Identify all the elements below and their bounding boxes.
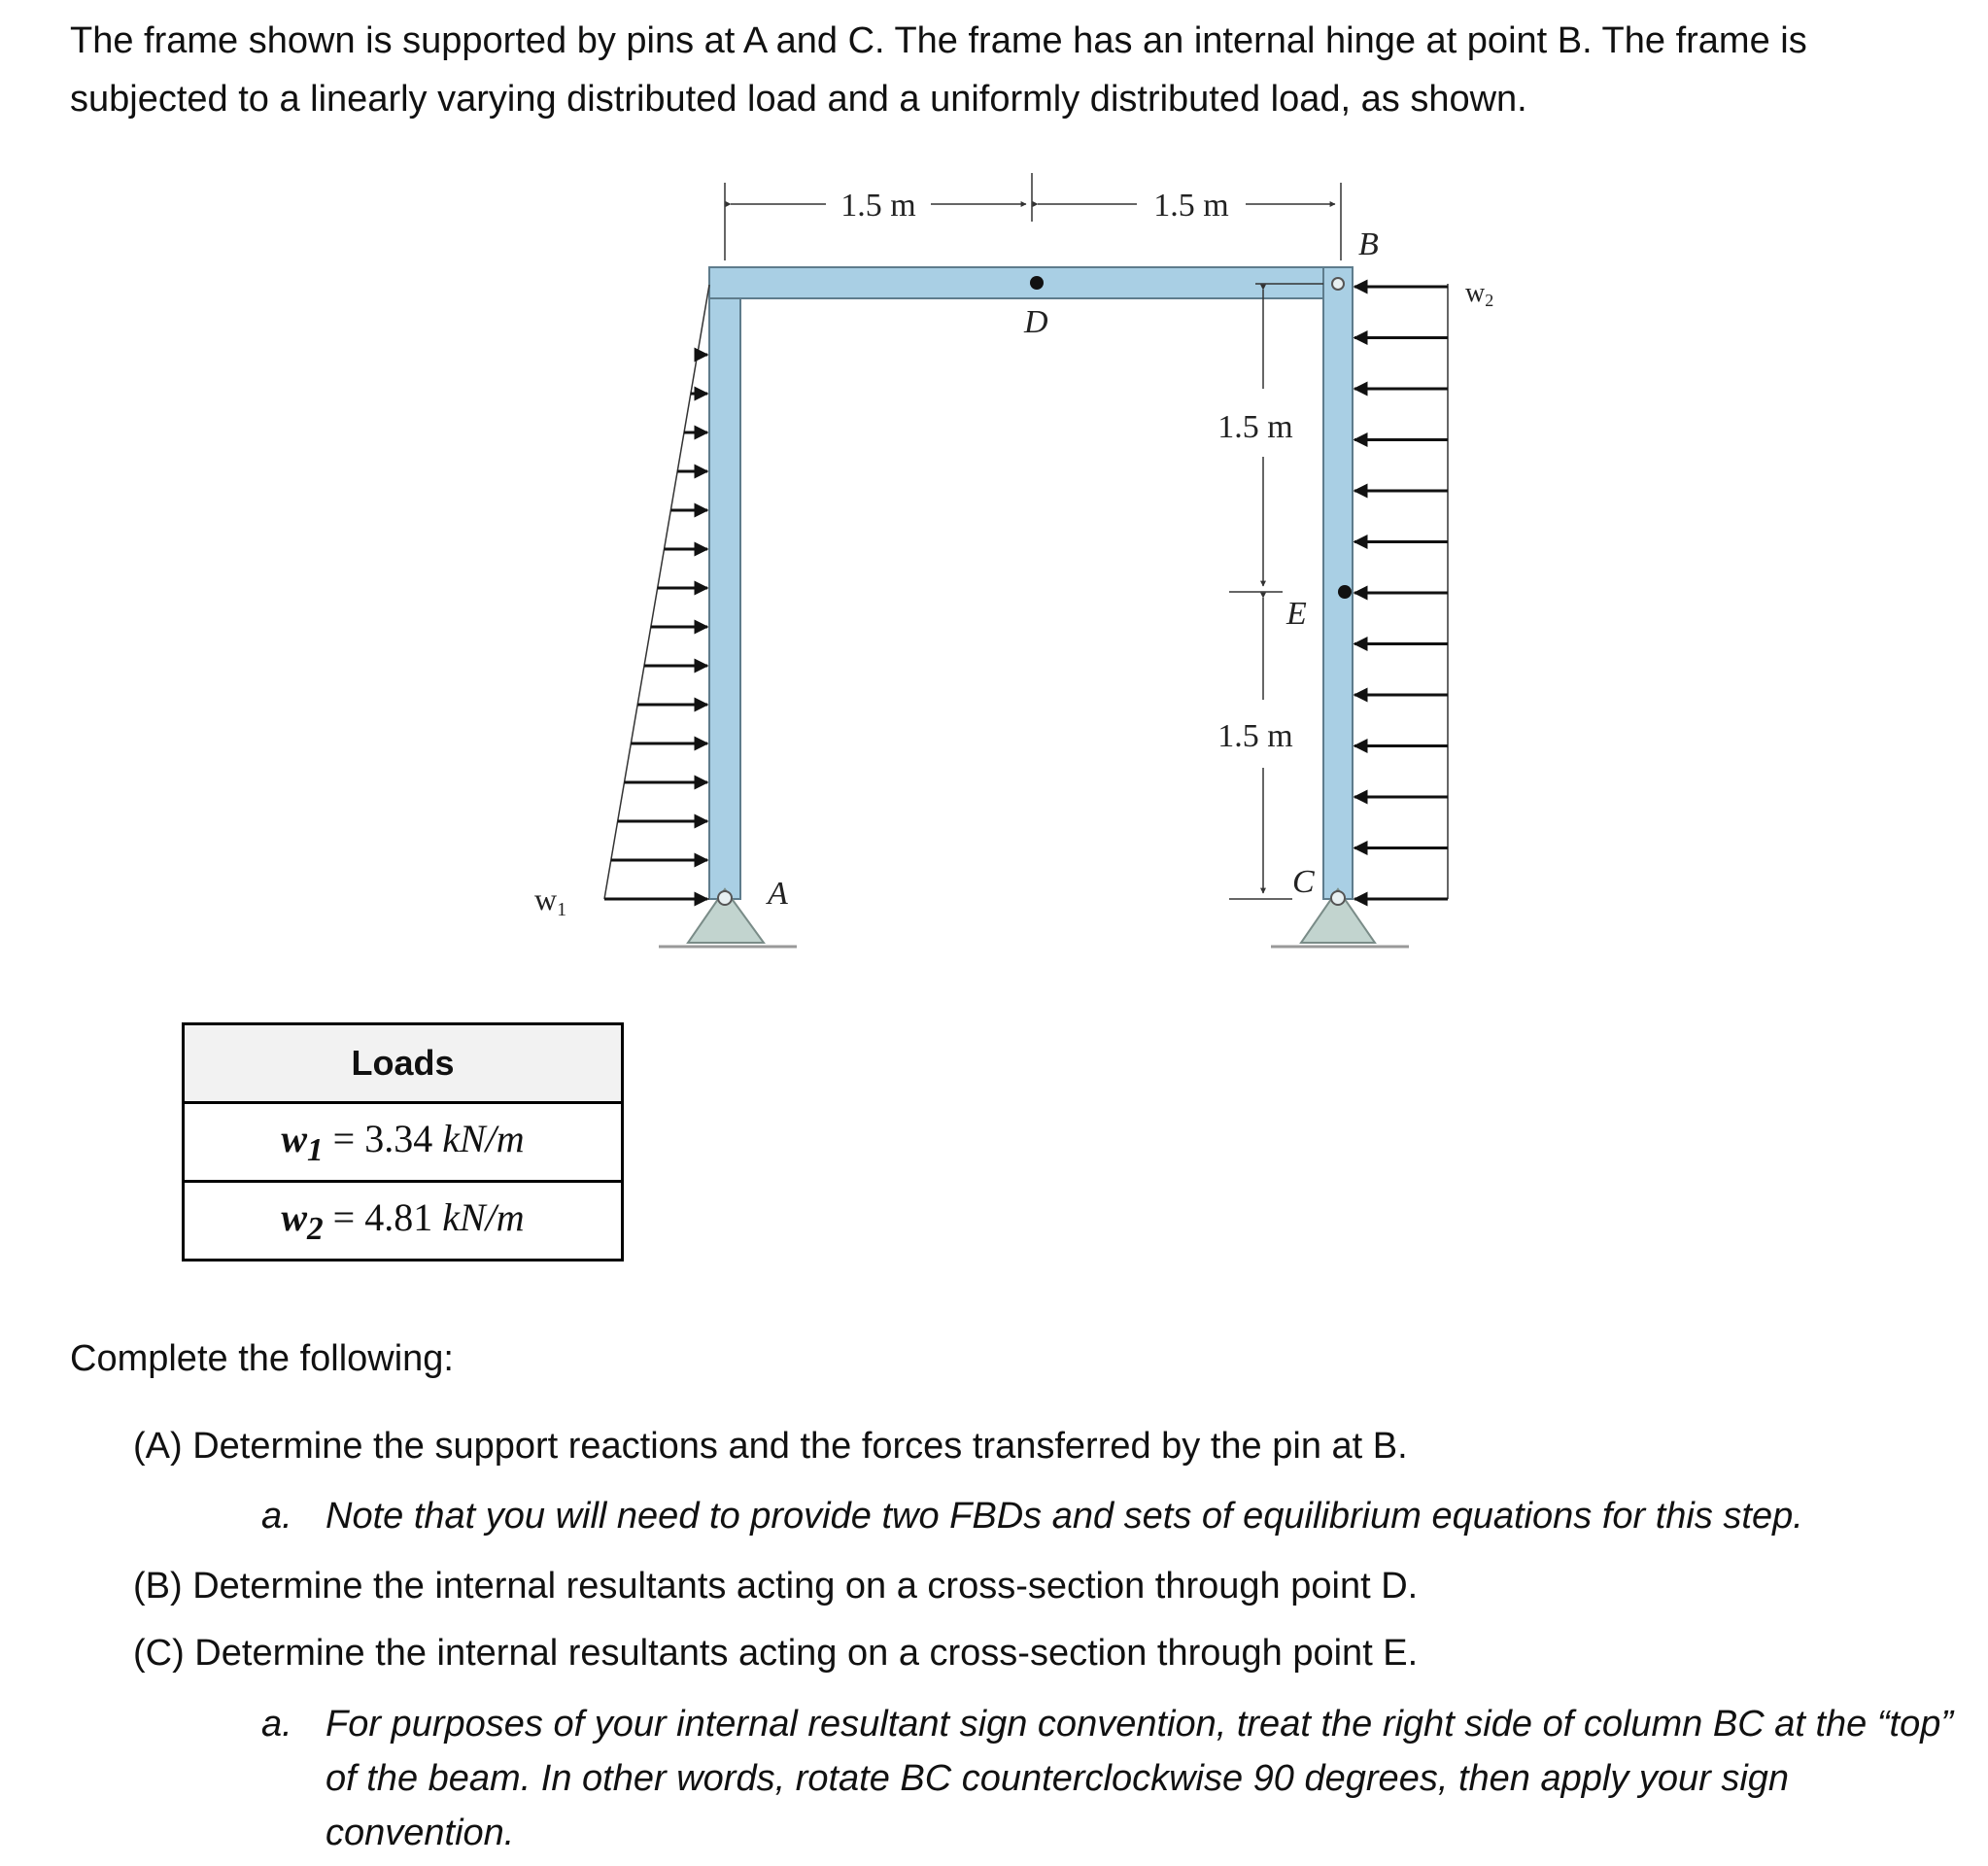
dim-top-left: 1.5 m (840, 188, 916, 224)
column-bc (1323, 267, 1353, 899)
label-e: E (1286, 596, 1307, 632)
tasks-prompt: Complete the following: (70, 1338, 454, 1379)
point-d (1030, 276, 1044, 290)
load-row-w1: $w_1 = 3.34$ kN/m (184, 1103, 623, 1182)
task-c: (C) Determine the internal resultants acting on a cross-section through point E. (133, 1633, 1419, 1674)
column-ab (709, 267, 740, 899)
label-w2: w2 (1465, 278, 1494, 310)
frame-members (709, 267, 1353, 899)
dim-top-right: 1.5 m (1153, 188, 1229, 224)
label-a: A (768, 876, 788, 912)
problem-intro: The frame shown is supported by pins at A and C. The frame has an internal hinge at point B. The frame is subjected to a linearly varying distributed load and a uniformly distributed load, as shown. (70, 20, 1807, 120)
task-a: (A) Determine the support reactions and the forces transferred by the pin at B. (133, 1426, 1408, 1467)
loads-header: Loads (184, 1024, 623, 1103)
distributed-load-w2 (1354, 284, 1448, 899)
loads-table (182, 1022, 624, 1261)
label-b: B (1358, 226, 1379, 262)
distributed-load-w1 (604, 285, 709, 899)
dim-right-lower: 1.5 m (1217, 718, 1293, 754)
task-c-note: a. For purposes of your internal resultant sign convention, treat the right side of column BC at the “top” of the beam. In other words, rotate BC counterclockwise 90 degrees, then apply your sign convention. (261, 1704, 1953, 1853)
label-d: D (1024, 304, 1048, 340)
task-b: (B) Determine the internal resultants acting on a cross-section through point D. (133, 1566, 1419, 1607)
task-a-note: a. Note that you will need to provide two FBDs and sets of equilibrium equations for this step. (261, 1496, 1803, 1537)
hinge-b (1332, 278, 1344, 290)
top-dimension (725, 173, 1341, 260)
label-c: C (1292, 864, 1315, 900)
right-dimension (1217, 284, 1323, 899)
label-w1: w1 (534, 881, 567, 920)
load-row-w2: $w_2 = 4.81$ kN/m (184, 1182, 623, 1261)
point-e (1338, 585, 1352, 599)
dim-right-upper: 1.5 m (1217, 409, 1293, 445)
